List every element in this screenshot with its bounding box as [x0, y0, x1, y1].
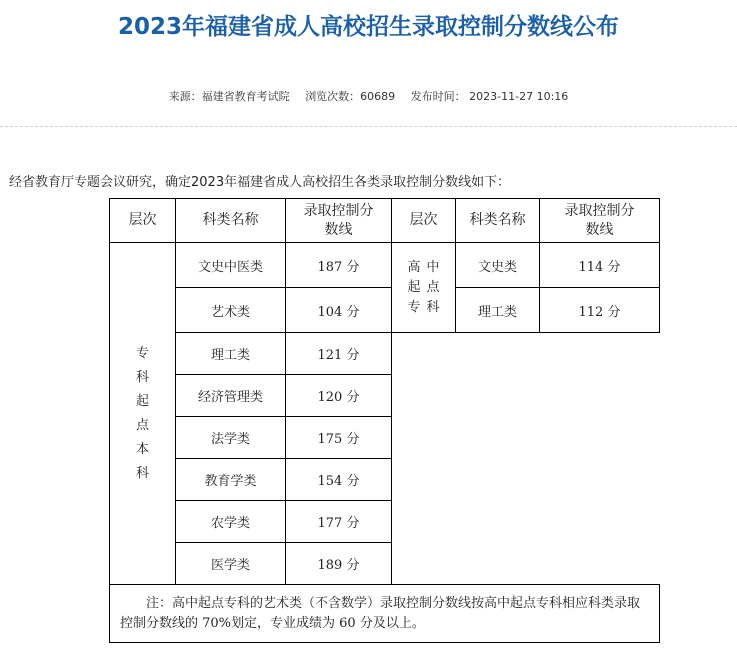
category-cell: 法学类: [176, 417, 286, 459]
category-cell: 理工类: [176, 333, 286, 375]
intro-paragraph: 经省教育厅专题会议研究，确定2023年福建省成人高校招生各类录取控制分数线如下：: [9, 175, 511, 190]
category-cell: 文史类: [456, 243, 540, 288]
score-cell: 120 分: [286, 375, 392, 417]
level-zhuanke-benke: 专科起点本科: [110, 243, 176, 585]
header-score-2: 录取控制分数线: [540, 199, 660, 243]
article-meta: [0, 88, 737, 104]
table-row: [110, 243, 660, 288]
table-row: [110, 288, 660, 333]
score-cell: 121 分: [286, 333, 392, 375]
header-level: 层次: [110, 199, 176, 243]
score-cell: 154 分: [286, 459, 392, 501]
score-cell: 175 分: [286, 417, 392, 459]
header-category-2: 科类名称: [456, 199, 540, 243]
divider: [0, 126, 737, 127]
level-gaozhong-zhuanke: 高中起点专科: [392, 243, 456, 333]
category-cell: 文史中医类: [176, 243, 286, 288]
category-cell: 医学类: [176, 543, 286, 585]
score-cell: 177 分: [286, 501, 392, 543]
score-cell: 114 分: [540, 243, 660, 288]
category-cell: 艺术类: [176, 288, 286, 333]
views-label: 浏览次数：60689: [305, 90, 396, 103]
header-category: 科类名称: [176, 199, 286, 243]
article-title: 2023年福建省成人高校招生录取控制分数线公布: [117, 14, 619, 40]
score-cell: 189 分: [286, 543, 392, 585]
score-cell: 112 分: [540, 288, 660, 333]
category-cell: 教育学类: [176, 459, 286, 501]
table-note: 注：高中起点专科的艺术类（不含数学）录取控制分数线按高中起点专科相应科类录取控制分数线的 70%划定，专业成绩为 60 分及以上。: [110, 585, 660, 643]
table-row: [110, 333, 660, 375]
score-cell: 104 分: [286, 288, 392, 333]
header-level-2: 层次: [392, 199, 456, 243]
note-row: [110, 585, 660, 643]
empty-area: [392, 333, 660, 585]
header-score: 录取控制分数线: [286, 199, 392, 243]
published-label: 发布时间： 2023-11-27 10:16: [410, 90, 569, 103]
category-cell: 理工类: [456, 288, 540, 333]
score-table: [109, 198, 660, 643]
table-header-row: [110, 199, 660, 243]
source-label: 来源：福建省教育考试院: [168, 90, 290, 103]
score-cell: 187 分: [286, 243, 392, 288]
category-cell: 农学类: [176, 501, 286, 543]
category-cell: 经济管理类: [176, 375, 286, 417]
